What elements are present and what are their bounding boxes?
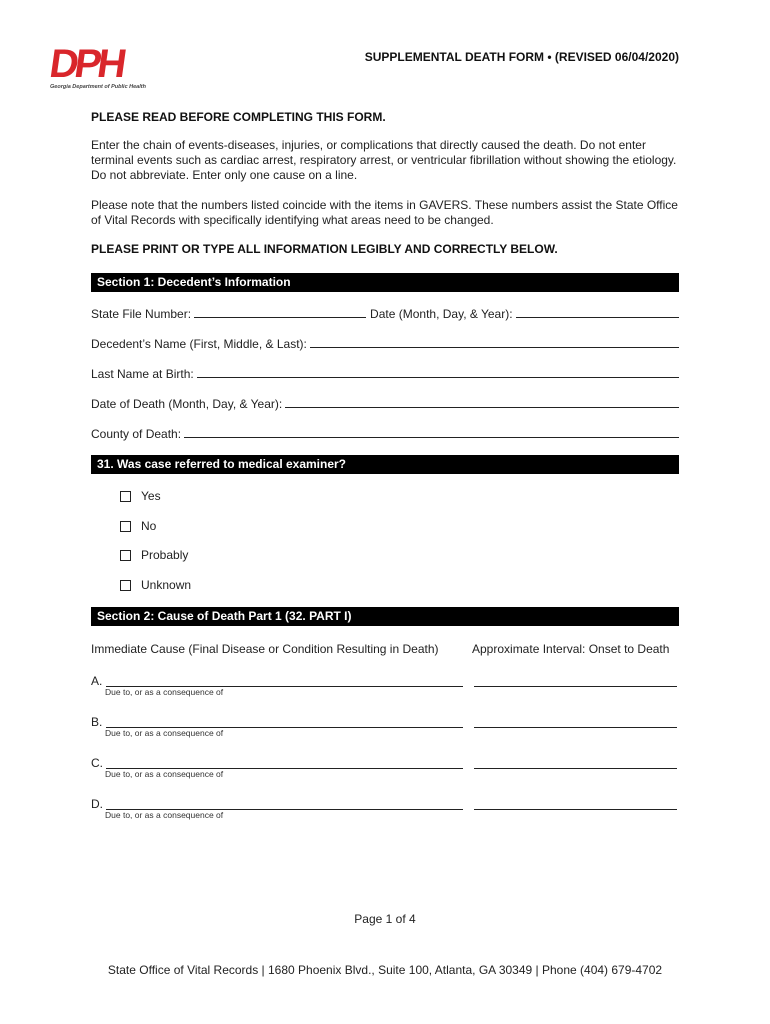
logo-letters: DPH	[46, 42, 126, 86]
footer-address: State Office of Vital Records | 1680 Phoenix Blvd., Suite 100, Atlanta, GA 30349 | Phone (404) 679-4702	[107, 963, 663, 977]
dph-logo	[46, 42, 150, 94]
cause-b-sub: Due to, or as a consequence of	[105, 728, 224, 738]
cause-a-interval-field[interactable]	[474, 685, 677, 687]
cause-c-sub: Due to, or as a consequence of	[105, 769, 224, 779]
state-file-label: State File Number:	[91, 307, 192, 321]
birth-name-row	[91, 366, 679, 381]
date-label: Date (Month, Day, & Year):	[370, 307, 513, 321]
checkbox-probably-row[interactable]	[120, 548, 188, 562]
cause-c-interval-field[interactable]	[474, 767, 677, 769]
checkbox-yes-row[interactable]	[120, 489, 161, 503]
cause-d-sub: Due to, or as a consequence of	[105, 810, 224, 820]
decedent-name-row	[91, 336, 679, 351]
cause-a-letter: A.	[91, 674, 103, 688]
cause-b-letter: B.	[91, 715, 103, 729]
death-date-field[interactable]	[285, 396, 679, 408]
read-before-heading: PLEASE READ BEFORE COMPLETING THIS FORM.	[91, 110, 386, 124]
checkbox-yes[interactable]	[120, 491, 131, 502]
checkbox-unknown-label: Unknown	[141, 578, 192, 592]
checkbox-unknown-row[interactable]	[120, 578, 191, 592]
cause-a-sub: Due to, or as a consequence of	[105, 687, 224, 697]
state-file-row	[91, 306, 679, 321]
immediate-cause-label: Immediate Cause (Final Disease or Condition Resulting in Death)	[91, 642, 439, 656]
instructions-paragraph: Enter the chain of events-diseases, injuries, or complications that directly caused the death. Do not enter terminal events such as cardiac arrest, respiratory arrest, or ventricular fibrillation without showing the etiology. Do not abbreviate. Enter only one cause on a line.	[91, 138, 677, 182]
decedent-name-label: Decedent’s Name (First, Middle, & Last):	[91, 337, 307, 351]
checkbox-unknown[interactable]	[120, 580, 131, 591]
checkbox-no-label: No	[141, 519, 157, 533]
date-field[interactable]	[516, 306, 679, 318]
gavers-note-paragraph: Please note that the numbers listed coincide with the items in GAVERS. These numbers assist the State Office of Vital Records with specifically identifying what areas need to be changed.	[91, 198, 678, 227]
interval-label: Approximate Interval: Onset to Death	[472, 642, 670, 656]
cause-d-interval-field[interactable]	[474, 808, 677, 810]
checkbox-no[interactable]	[120, 521, 131, 532]
section-1-header: Section 1: Decedent’s Information	[91, 273, 679, 292]
county-field[interactable]	[184, 426, 679, 438]
checkbox-no-row[interactable]	[120, 519, 156, 533]
birth-name-label: Last Name at Birth:	[91, 367, 194, 381]
logo-subtitle: Georgia Department of Public Health	[50, 84, 146, 90]
print-notice-heading: PLEASE PRINT OR TYPE ALL INFORMATION LEGIBLY AND CORRECTLY BELOW.	[91, 242, 558, 256]
cause-d-letter: D.	[91, 797, 103, 811]
section-31-header: 31. Was case referred to medical examiner?	[91, 455, 679, 474]
death-date-label: Date of Death (Month, Day, & Year):	[91, 397, 283, 411]
checkbox-probably-label: Probably	[141, 548, 189, 562]
checkbox-yes-label: Yes	[141, 489, 161, 503]
checkbox-probably[interactable]	[120, 550, 131, 561]
cause-c-letter: C.	[91, 756, 103, 770]
form-title: SUPPLEMENTAL DEATH FORM • (REVISED 06/04/2020)	[364, 50, 679, 64]
death-date-row	[91, 396, 679, 411]
page-number: Page 1 of 4	[354, 912, 416, 926]
county-label: County of Death:	[91, 427, 182, 441]
section-2-header: Section 2: Cause of Death Part 1 (32. PART I)	[91, 607, 679, 626]
county-row	[91, 426, 679, 441]
decedent-name-field[interactable]	[310, 336, 679, 348]
state-file-field[interactable]	[194, 306, 366, 318]
cause-b-interval-field[interactable]	[474, 726, 677, 728]
birth-name-field[interactable]	[197, 366, 679, 378]
